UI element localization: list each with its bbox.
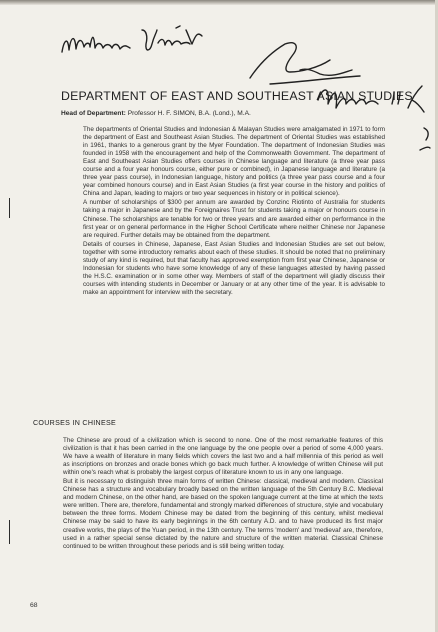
intro-section	[83, 126, 385, 297]
intro-paragraph: The departments of Oriental Studies and Indonesian & Malayan Studies were amalgamated in 1971 to form the department of East and Southeast Asian Studies. The department of Oriental Studies was established in 1961, thanks to a generous grant by the Myer Foundation. The department of Indonesian Studies was founded in 1958 with the encouragement and help of the Commonwealth Government. The department of East and Southeast Asian Studies offers courses in Chinese language and literature (a three year pass course and a four year honours course, either pure or combined), in Japanese language and literature (a three year pass course), in Indonesian language, history and politics (a three year pass course and a four year combined honours course) and in East Asian Studies (a first year course in the history and politics of China and Japan, leading to majors or two year sequences in history or in political science).	[83, 126, 385, 198]
head-label: Head of Department:	[61, 110, 126, 117]
page-top-edge	[0, 0, 438, 5]
chinese-paragraph: The Chinese are proud of a civilization which is second to none. One of the most remarkable features of this civilization is that it has been carried in the one language by the one people over a period of some 4,000 years. We have a wealth of literature in many fields which covers the last two and a half millennia of this period as well as inscriptions on bronzes and oracle bones which go back much further. A knowledge of written Chinese will put within one's reach what is probably the largest corpus of literature known to us in any one language.	[63, 437, 383, 477]
section-heading: COURSES IN CHINESE	[33, 419, 117, 427]
margin-mark	[9, 520, 10, 544]
page-number: 68	[30, 602, 38, 609]
intro-paragraph: A number of scholarships of $300 per annum are awarded by Conzinc Riotinto of Australia for students taking a major in Japanese and by the Foreignaires Trust for students taking a major or honours course in Chinese. The scholarships are tenable for two or three years and are awarded either on performance in the first year or on general performance in the Higher School Certificate where neither Chinese nor Japanese are required. Further details may be obtained from the department.	[83, 199, 385, 239]
department-title: DEPARTMENT OF EAST AND SOUTHEAST ASIAN STUDIES	[61, 89, 413, 103]
head-name: Professor H. F. SIMON, B.A. (Lond.), M.A.	[127, 110, 251, 117]
margin-mark	[9, 198, 10, 218]
intro-paragraph: Details of courses in Chinese, Japanese, East Asian Studies and Indonesian Studies are set out below, together with some introductory remarks about each of these studies. It should be noted that no preliminary study of any kind is required, but that faculty has approved exemption from first year Chinese, Japanese or Indonesian for students who have some knowledge of any of these languages attested by having passed the H.S.C. examination or in some other way. Members of staff of the department will gladly discuss their courses with intending students in December or January or at any other time of the year. It is advisable to make an appointment for interview with the secretary.	[83, 240, 385, 296]
chinese-section	[63, 437, 383, 551]
head-of-department	[61, 110, 251, 117]
chinese-paragraph: But it is necessary to distinguish three main forms of written Chinese: classical, medieval and modern. Classical Chinese has a structure and vocabulary broadly based on the written language of the 5th Century B.C. Medieval and modern Chinese, on the other hand, are based on the spoken language current at the time at which the texts were written. There are, therefore, fundamental and strongly marked differences of structure, style and vocabulary between the three forms. Modern Chinese may be dated from the beginning of this century, whilst medieval Chinese may be said to have its early beginnings in the 6th century A.D. and to have produced its first major creative works, the plays of the Yuan period, in the 13th century. The terms 'modern' and 'medieval' are, therefore, used in a rather special sense dictated by the nature and structure of the written material. Classical Chinese continued to be written throughout these periods and is still being written today.	[63, 478, 383, 550]
